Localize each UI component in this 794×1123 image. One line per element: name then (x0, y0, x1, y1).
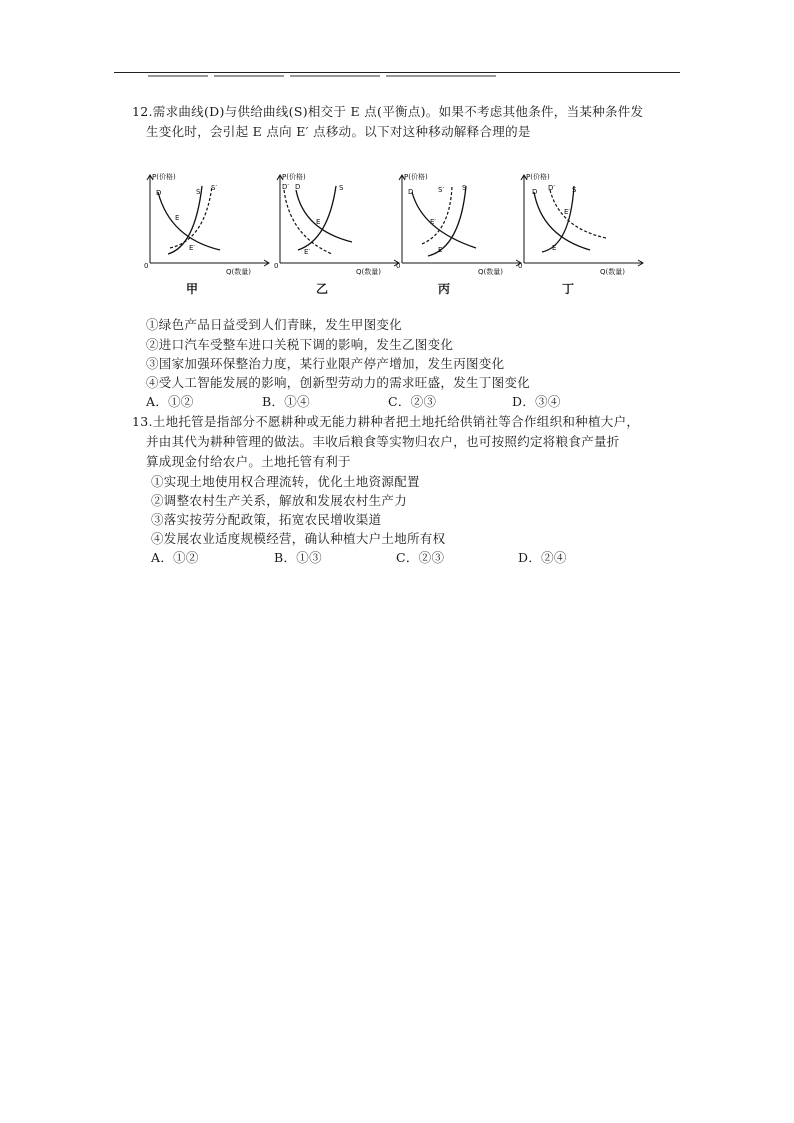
yi-curve-label-1: D (295, 183, 301, 191)
bing-curve-label-3: E′ (430, 218, 437, 226)
yi-origin-label: 0 (274, 262, 279, 270)
q12-option-d: D．③④ (512, 394, 561, 409)
graph-yi-label: 乙 (316, 282, 329, 296)
q12-option-a: A．①② (146, 394, 194, 409)
yi-x-axis-label: Q(数量) (356, 268, 381, 276)
graph-jia-label: 甲 (186, 282, 199, 296)
jia-origin-label: 0 (144, 262, 149, 270)
jia-curve-label-1: S (196, 188, 201, 196)
graph-bing-label: 丙 (438, 282, 451, 296)
q13-stem-line2: 并由其代为耕种管理的做法。丰收后粮食等实物归农户，也可按照约定将粮食产量折 (146, 434, 620, 449)
q13-item-3: ③落实按劳分配政策，拓宽农民增收渠道 (151, 512, 382, 527)
ding-curve-label-0: D (532, 188, 538, 196)
yi-curve-label-2: S (339, 184, 344, 192)
graph-ding (514, 168, 644, 280)
yi-curve-label-0: D′ (282, 183, 289, 191)
q12-item-3: ③国家加强环保整治力度，某行业限产停产增加，发生丙图变化 (146, 356, 505, 371)
q12-stem-line2: 生变化时，会引起 E 点向 E′ 点移动。以下对这种移动解释合理的是 (146, 124, 531, 139)
q12-item-4: ④受人工智能发展的影响，创新型劳动力的需求旺盛，发生丁图变化 (146, 375, 531, 390)
bing-curve-label-2: S (462, 184, 467, 192)
graph-jia-svg (140, 168, 270, 280)
q13-stem-line3: 算成现金付给农户。土地托管有利于 (146, 454, 351, 469)
q13-item-2: ②调整农村生产关系，解放和发展农村生产力 (151, 493, 408, 508)
q13-option-a: A．①② (151, 550, 199, 565)
bing-origin-label: 0 (396, 262, 401, 270)
q12-option-c: C．②③ (388, 394, 437, 409)
cropped-previous-line (148, 75, 508, 81)
jia-curve-label-3: E (175, 214, 180, 222)
ding-y-axis-label: P(价格) (526, 173, 550, 181)
ding-x-axis-label: Q(数量) (600, 268, 625, 276)
graph-yi (270, 168, 400, 280)
q13-option-d: D．②④ (518, 550, 567, 565)
q13-item-1: ①实现土地使用权合理流转，优化土地资源配置 (151, 474, 420, 489)
bing-x-axis-label: Q(数量) (478, 268, 503, 276)
yi-curve-label-3: E (316, 218, 321, 226)
ding-curve-label-1: D′ (548, 184, 555, 192)
q12-item-2: ②进口汽车受整车进口关税下调的影响，发生乙图变化 (146, 337, 454, 352)
q12-option-b: B．①④ (262, 394, 310, 409)
q13-option-b: B．①③ (274, 550, 322, 565)
graph-ding-svg (514, 168, 644, 280)
q13-item-4: ④发展农业适度规模经营，确认种植大户土地所有权 (151, 531, 446, 546)
jia-curve-label-2: S′ (211, 184, 218, 192)
q12-item-1: ①绿色产品日益受到人们青睐，发生甲图变化 (146, 317, 403, 332)
q12-stem-line1: 12.需求曲线(D)与供给曲线(S)相交于 E 点(平衡点)。如果不考虑其他条件，当某种条件发 (132, 104, 644, 119)
yi-curve-label-4: E′ (304, 248, 311, 256)
bing-curve-label-4: E (438, 246, 443, 254)
jia-curve-label-4: E′ (189, 244, 196, 252)
bing-curve-label-1: S′ (438, 186, 445, 194)
bing-y-axis-label: P(价格) (404, 173, 428, 181)
jia-curve-label-0: D (156, 189, 162, 197)
ding-curve-label-4: E (552, 244, 557, 252)
top-rule (114, 72, 680, 73)
graph-ding-label: 丁 (562, 282, 575, 296)
q13-stem-line1: 13.土地托管是指部分不愿耕种或无能力耕种者把土地托给供销社等合作组织和种植大户， (132, 414, 640, 429)
ding-curve-label-3: E′ (564, 208, 571, 216)
jia-x-axis-label: Q(数量) (226, 268, 251, 276)
q13-option-c: C．②③ (396, 550, 445, 565)
yi-y-axis-label: P(价格) (282, 173, 306, 181)
graph-yi-svg (270, 168, 400, 280)
jia-y-axis-label: P(价格) (152, 173, 176, 181)
graph-bing (392, 168, 522, 280)
graph-bing-svg (392, 168, 522, 280)
bing-curve-label-0: D (408, 188, 414, 196)
graph-jia (140, 168, 270, 280)
ding-curve-label-2: S (572, 186, 577, 194)
ding-origin-label: 0 (518, 262, 523, 270)
